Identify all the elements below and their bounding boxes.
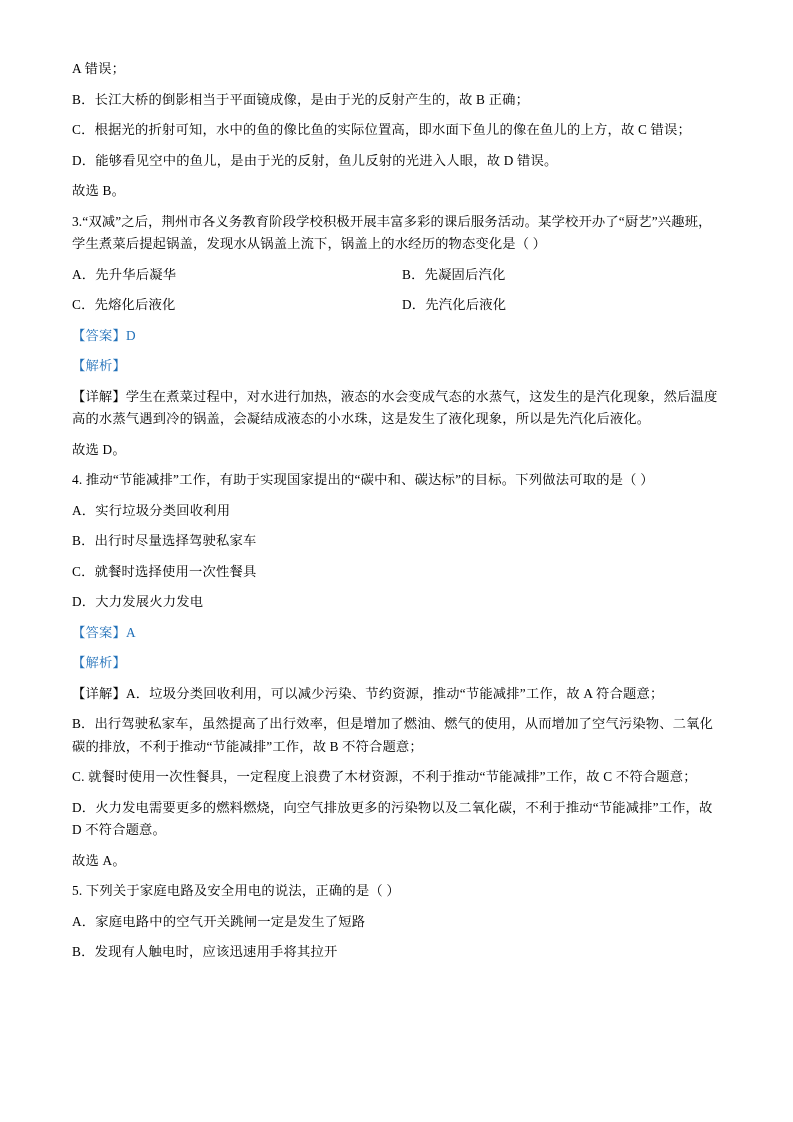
conclusion-line: 故选 B。 bbox=[72, 183, 126, 198]
question-5-option-b: B．发现有人触电时，应该迅速用手将其拉开 bbox=[72, 944, 338, 959]
question-4-analysis-tag: 【解析】 bbox=[72, 655, 126, 670]
question-4-option-b: B．出行时尽量选择驾驶私家车 bbox=[72, 533, 257, 548]
option-a: A．先升华后凝华 bbox=[72, 266, 177, 282]
option-d: D．先汽化后液化 bbox=[402, 297, 507, 312]
question-4-conclusion: 故选 A。 bbox=[72, 852, 126, 868]
question-5-option-a: A．家庭电路中的空气开关跳闸一定是发生了短路 bbox=[72, 913, 366, 929]
question-4-stem: 4. 推动“节能减排”工作，有助于实现国家提出的“碳中和、碳达标”的目标。下列做法可取的是（ ） bbox=[72, 472, 654, 487]
answer-line: C．根据光的折射可知，水中的鱼的像比鱼的实际位置高，即水面下鱼儿的像在鱼儿的上方，故 C 错误； bbox=[72, 122, 692, 137]
question-3-answer-tag: 【答案】D bbox=[72, 327, 136, 343]
question-5-stem: 5. 下列关于家庭电路及安全用电的说法，正确的是（ ） bbox=[72, 883, 400, 898]
answer-line: B．长江大桥的倒影相当于平面镜成像，是由于光的反射产生的，故 B 正确； bbox=[72, 91, 530, 107]
answer-line: A 错误； bbox=[72, 61, 126, 76]
answer-line: D．能够看见空中的鱼儿，是由于光的反射，鱼儿反射的光进入人眼，故 D 错误。 bbox=[72, 152, 558, 168]
question-4-option-c: C．就餐时选择使用一次性餐具 bbox=[72, 563, 257, 579]
question-4-explanation-a: 【详解】A．垃圾分类回收利用，可以减少污染、节约资源，推动“节能减排”工作，故 A 符合题意； bbox=[72, 685, 664, 701]
question-3-stem: 3.“双减”之后，荆州市各义务教育阶段学校积极开展丰富多彩的课后服务活动。某学校开办了“厨艺”兴趣班，学生煮菜后提起锅盖，发现水从锅盖上流下，锅盖上的水经历的物态变化是（ ） bbox=[72, 213, 712, 251]
question-3-conclusion: 故选 D。 bbox=[72, 441, 126, 457]
question-4-option-a: A．实行垃圾分类回收利用 bbox=[72, 502, 231, 518]
question-3-options-row-2 bbox=[72, 294, 721, 315]
question-4-option-d: D．大力发展火力发电 bbox=[72, 594, 204, 609]
question-4-explanation-b: B．出行驾驶私家车，虽然提高了出行效率，但是增加了燃油、燃气的使用，从而增加了空气污染物、二氧化碳的排放，不利于推动“节能减排”工作，故 B 不符合题意； bbox=[72, 716, 714, 754]
option-c: C．先熔化后液化 bbox=[72, 297, 176, 312]
question-3-options-row-1 bbox=[72, 264, 721, 285]
question-3-analysis-tag: 【解析】 bbox=[72, 358, 126, 373]
question-3-explanation: 【详解】学生在煮菜过程中，对水进行加热，液态的水会变成气态的水蒸气，这发生的是汽化现象，然后温度高的水蒸气遇到冷的锅盖，会凝结成液态的小水珠，这是发生了液化现象，所以是先汽化后液化。 bbox=[72, 388, 718, 426]
option-b: B．先凝固后汽化 bbox=[402, 266, 506, 282]
question-4-answer-tag: 【答案】A bbox=[72, 624, 136, 640]
question-4-explanation-d: D．火力发电需要更多的燃料燃烧，向空气排放更多的污染物以及二氧化碳，不利于推动“节能减排”工作，故 D 不符合题意。 bbox=[72, 799, 713, 837]
question-4-explanation-c: C. 就餐时使用一次性餐具，一定程度上浪费了木材资源，不利于推动“节能减排”工作，故 C 不符合题意； bbox=[72, 769, 697, 784]
